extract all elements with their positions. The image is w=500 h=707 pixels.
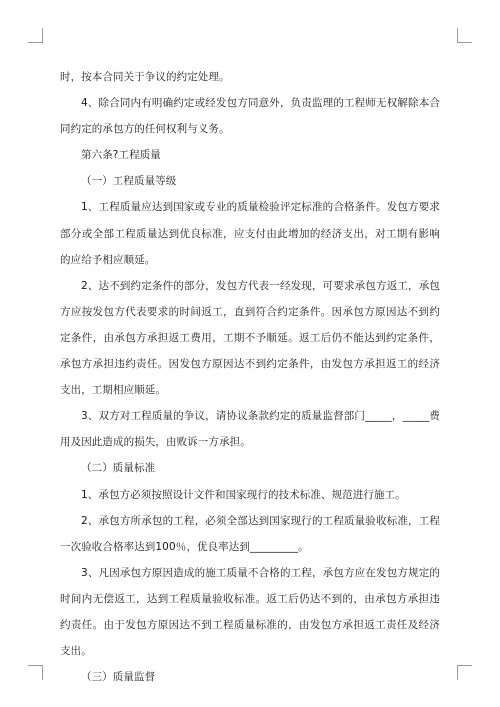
article-heading: 第六条?工程质量 — [81, 149, 161, 162]
paragraph-grade-1: 1、工程质量应达到国家或专业的质量检验评定标准的合格条件。发包方要求部分或全部工程质量达到优良标准，应支付由此增加的经济支出，对工期有影响的应给予相应顺延。 — [60, 201, 440, 266]
paragraph-continuation: 时，按本合同关于争议的约定处理。 — [60, 71, 230, 83]
paragraph-grade-3: 3、双方对工程质量的争议，请协议条款约定的质量监督部门_____，_____费用及因此造成的损失，由败诉一方承担。 — [60, 410, 440, 449]
crop-mark-top-right — [457, 28, 472, 43]
paragraph-standard-2: 2、承包方所承包的工程，必须全部达到国家现行的工程质量验收标准，工程一次验收合格率达到100％，优良率达到_________。 — [60, 514, 440, 553]
section-heading-quality-standard: （二）质量标准 — [81, 462, 156, 475]
paragraph-standard-1: 1、承包方必须按照设计文件和国家现行的技术标准、规范进行施工。 — [81, 488, 406, 501]
paragraph-clause-4: 4、除合同内有明确约定或经发包方同意外，负责监理的工程师无权解除本合同约定的承包方的任何权利与义务。 — [60, 97, 440, 136]
paragraph-standard-3: 3、凡因承包方原因造成的施工质量不合格的工程，承包方应在发包方规定的时间内无偿返工，达到工程质量验收标准。返工后仍达不到的，由承包方承担违约责任。由于发包方原因达不到工程质量标准的，由发包方承担返工责任及经济支出。 — [60, 566, 440, 658]
section-heading-quality-supervision: （三）质量监督 — [81, 671, 156, 684]
crop-mark-top-left — [28, 28, 43, 43]
crop-mark-bottom-right — [457, 665, 472, 680]
section-heading-quality-grade: （一）工程质量等级 — [81, 175, 177, 188]
crop-mark-bottom-left — [28, 665, 43, 680]
paragraph-grade-2: 2、达不到约定条件的部分，发包方代表一经发现，可要求承包方返工，承包方应按发包方代表要求的时间返工，直到符合约定条件。因承包方原因达不到约定条件，由承包方承担返工费用，工期不予顺延。返工后仍不能达到约定条件，承包方承担违约责任。因发包方原因达不到约定条件，由发包方承担返工的经济支出，工期相应顺延。 — [60, 279, 440, 397]
document-body — [60, 64, 440, 690]
